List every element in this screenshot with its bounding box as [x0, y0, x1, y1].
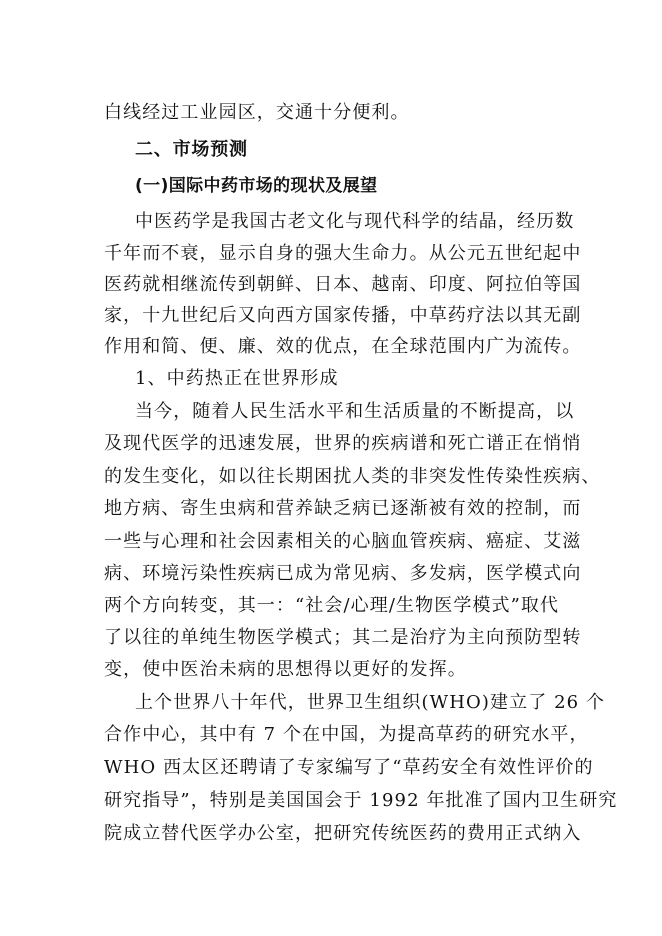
- paragraph-line: 地方病、寄生虫病和营养缺乏病已逐渐被有效的控制，而: [104, 498, 582, 519]
- paragraph-line: 作用和简、便、廉、效的优点，在全球范围内广为流传。: [104, 336, 582, 357]
- paragraph-line: 病、环境污染性疾病已成为常见病、多发病，医学模式向: [104, 563, 582, 584]
- paragraph-line-who-western-pacific: WHO 西太区还聘请了专家编写了“草药安全有效性评价的: [104, 757, 594, 778]
- section-heading-market-forecast: 二、市场预测: [135, 139, 248, 160]
- paragraph-line: 医药就相继流传到朝鲜、日本、越南、印度、阿拉伯等国: [104, 274, 582, 295]
- paragraph-line: 及现代医学的迅速发展，世界的疾病谱和死亡谱正在悄悄: [104, 433, 582, 454]
- paragraph-line-congress-1992: 研究指导”，特别是美国国会于 1992 年批准了国内卫生研究: [104, 790, 618, 811]
- paragraph-line: 家，十九世纪后又向西方国家传播，中草药疗法以其无副: [104, 305, 582, 326]
- paragraph-line: 变，使中医治未病的思想得以更好的发挥。: [104, 659, 467, 680]
- paragraph-line-transport: 白线经过工业园区，交通十分便利。: [104, 102, 410, 123]
- paragraph-line: 的发生变化，如以往长期困扰人类的非突发性传染性疾病、: [104, 466, 601, 487]
- paragraph-line: 合作中心，其中有 7 个在中国，为提高草药的研究水平，: [104, 724, 589, 745]
- paragraph-line: 了以往的单纯生物医学模式；其二是治疗为主向预防型转: [104, 627, 582, 648]
- paragraph-line: 一些与心理和社会因素相关的心脑血管疾病、癌症、艾滋: [104, 531, 582, 552]
- subsection-heading-international-market: (一)国际中药市场的现状及展望: [135, 176, 378, 196]
- paragraph-line: 中医药学是我国古老文化与现代科学的结晶，经历数: [135, 211, 575, 232]
- paragraph-line: 院成立替代医学办公室，把研究传统医药的费用正式纳入: [104, 823, 582, 844]
- paragraph-line: 当今，随着人民生活水平和生活质量的不断提高，以: [135, 401, 575, 422]
- paragraph-line: 两个方向转变，其一：“社会/心理/生物医学模式”取代: [104, 595, 560, 616]
- paragraph-line-who: 上个世界八十年代，世界卫生组织(WHO)建立了 26 个: [135, 692, 606, 713]
- numbered-heading-chinese-medicine-trend: 1、中药热正在世界形成: [135, 368, 339, 389]
- paragraph-line: 千年而不衰，显示自身的强大生命力。从公元五世纪起中: [104, 243, 582, 264]
